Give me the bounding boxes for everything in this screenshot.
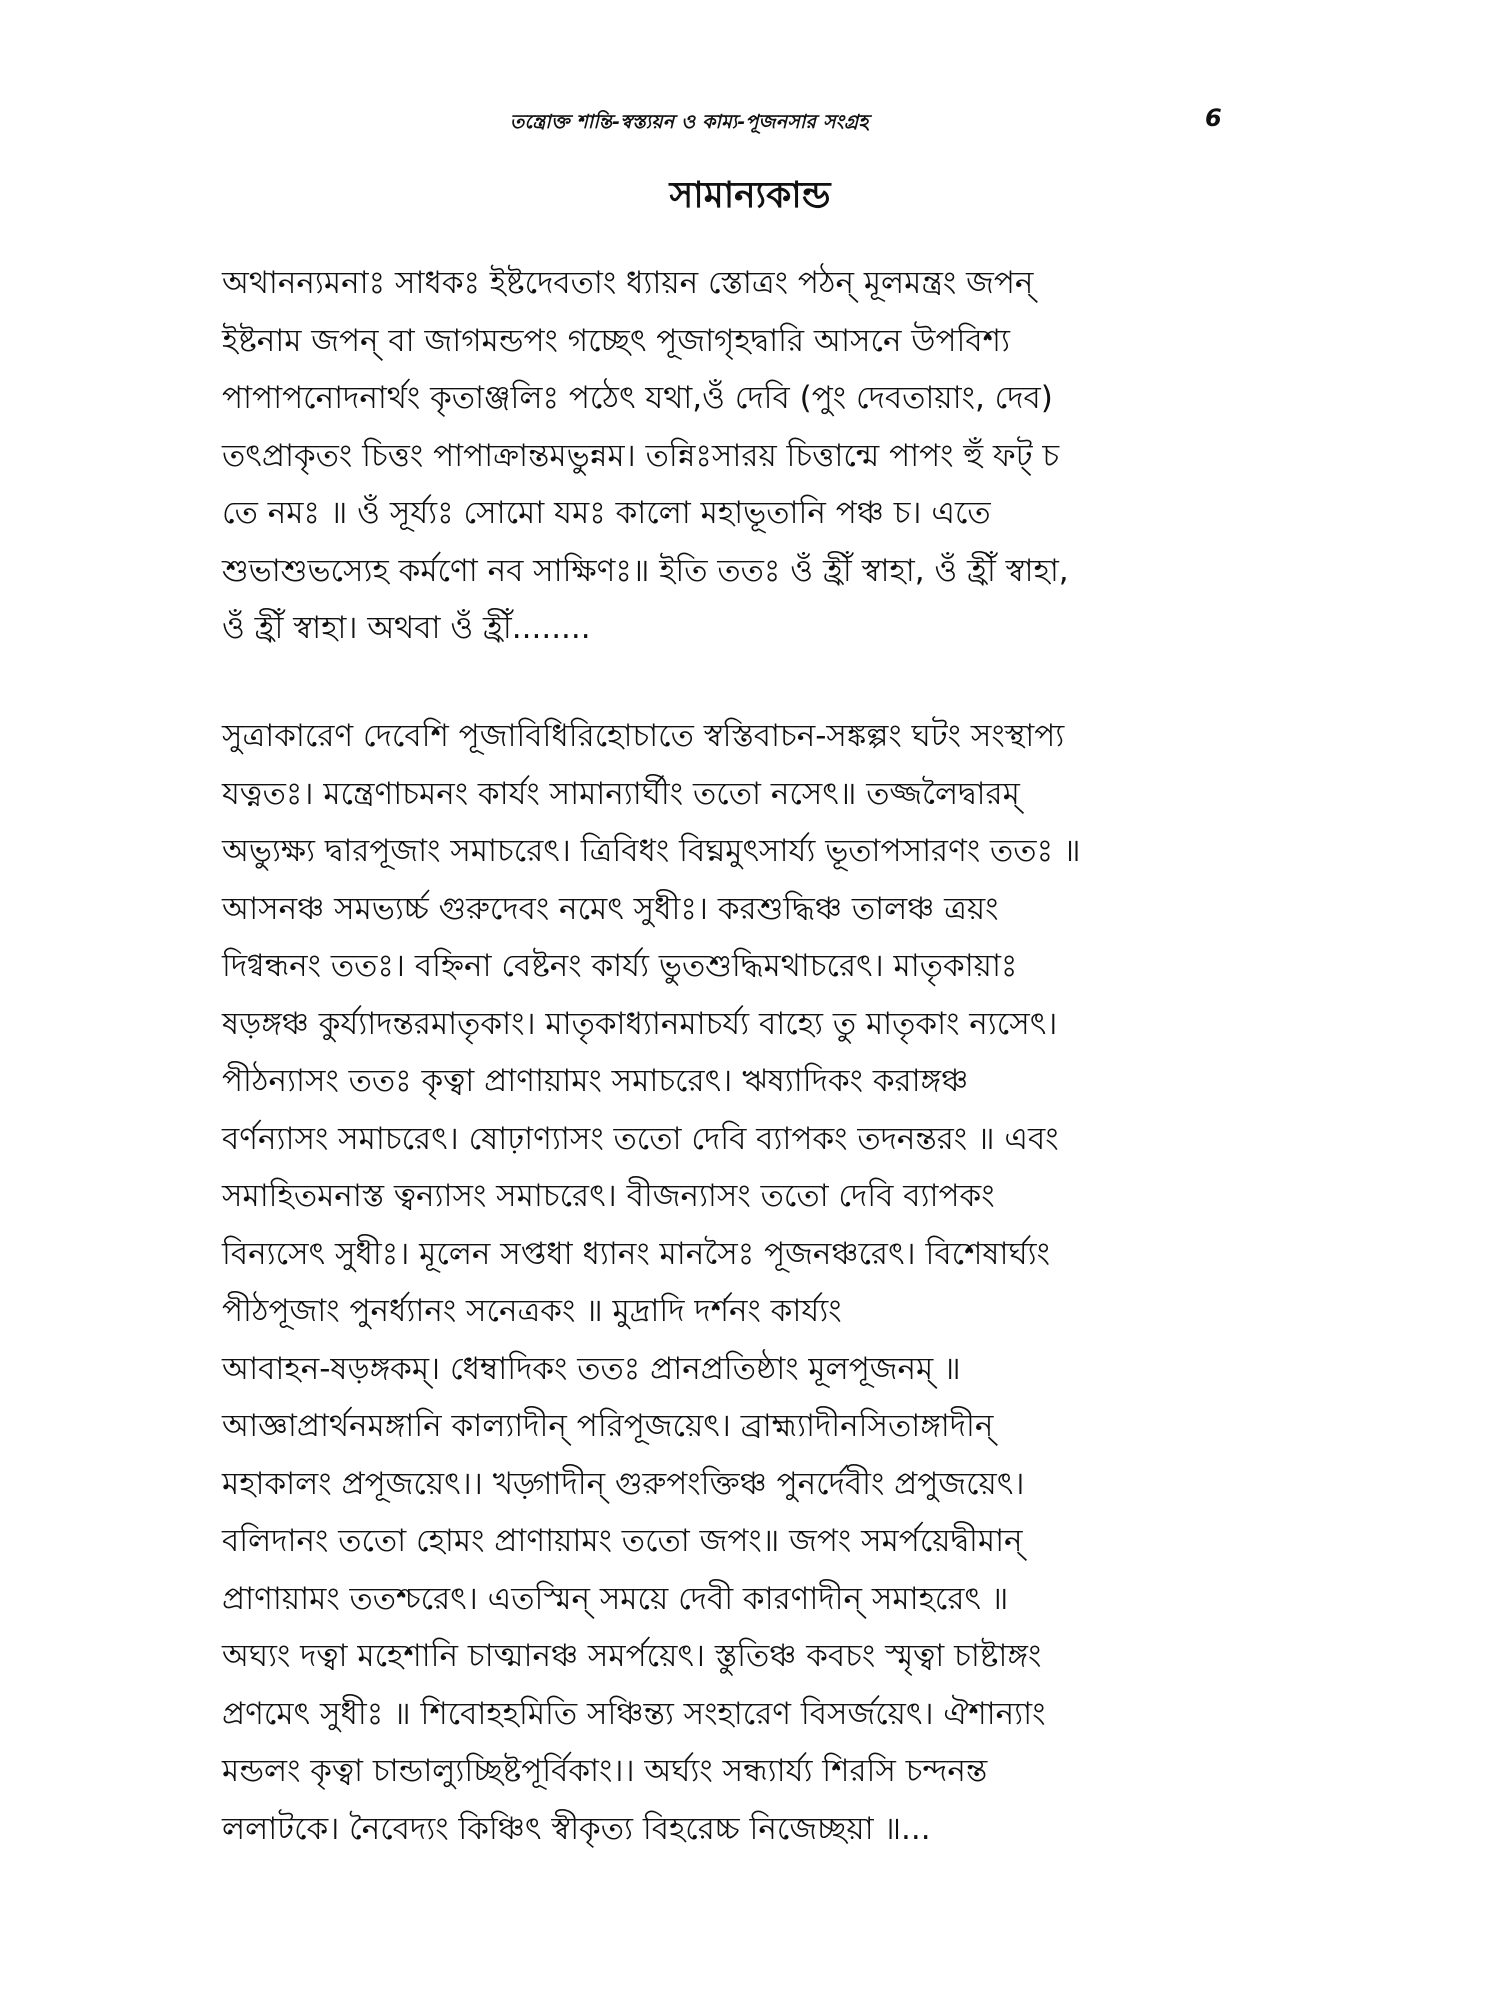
text-line: ইষ্টনাম জপন্ বা জাগমন্ডপং গচ্ছেৎ পূজাগৃহদ্বারি আসনে উপবিশ্য [222, 322, 1010, 359]
text-line: বলিদানং ততো হোমং প্রাণায়ামং ততো জপং॥ জপং সমর্পয়েদ্বীমান্ [222, 1523, 1023, 1559]
text-line: প্রণমেৎ সুধীঃ ॥ শিবোহহমিতি সঞ্চিন্ত্য সংহারেণ বিসর্জয়েৎ। ঐশান্যাং [222, 1695, 1046, 1732]
text-line: মহাকালং প্রপূজয়েৎ।। খড়্গাদীন্ গুরুপংক্তিঞ্চ পুনর্দেবীং প্রপুজয়েৎ। [222, 1465, 1025, 1502]
text-line: ষড়ঙ্গঞ্চ কুর্য্যাদন্তরমাতৃকাং। মাতৃকাধ্যানমাচর্য্য বাহ্যে তু মাতৃকাং ন্যসেৎ। [222, 1005, 1058, 1042]
text-line: আজ্ঞাপ্রার্থনমঙ্গানি কাল্যাদীন্ পরিপূজয়েৎ। ব্রাহ্ম্যাদীনসিতাঙ্গাদীন্ [222, 1408, 994, 1444]
text-line: ওঁ হ্রীঁ স্বাহা। অথবা ওঁ হ্রীঁ........ [222, 610, 591, 646]
text-line: সুত্রাকারেণ দেবেশি পূজাবিধিরিহোচাতে স্বস্তিবাচন-সঙ্কল্পং ঘটং সংস্থাপ্য [222, 718, 1065, 754]
text-line: পীঠপূজাং পুনর্ধ্যানং সনেত্রকং ॥ মুদ্রাদি দর্শনং কার্য্যং [222, 1293, 842, 1329]
text-line: আবাহন-ষড়ঙ্গকম্। ধেম্বাদিকং ততঃ প্রানপ্রতিষ্ঠাং মূলপূজনম্ ॥ [222, 1350, 961, 1387]
text-line: বিন্যসেৎ সুধীঃ। মূলেন সপ্তধা ধ্যানং মানসৈঃ পূজনঞ্চরেৎ। বিশেষার্ঘ্যং [222, 1235, 1050, 1272]
text-line: আসনঞ্চ সমভ্যর্চ্চ গুরুদেবং নমেৎ সুধীঃ। করশুদ্ধিঞ্চ তালঞ্চ ত্রয়ং [222, 890, 999, 927]
text-line: ললাটকে। নৈবেদ্যং কিঞ্চিৎ স্বীকৃত্য বিহরেচ্চ নিজেচ্ছয়া ॥... [222, 1810, 931, 1847]
text-line: পাপাপনোদনার্থং কৃতাঞ্জলিঃ পঠেৎ যথা,ওঁ দেবি (পুং দেবতায়াং, দেব) [222, 380, 1053, 416]
text-line: মন্ডলং কৃত্বা চান্ডাল্যুচ্ছিষ্টপূর্বিকাং।। অর্ঘ্যং সন্ধ্যার্য্য শিরসি চন্দনন্ত [222, 1753, 988, 1789]
paragraph-intro [222, 255, 1278, 658]
text-line: তে নমঃ ॥ ওঁ সূর্য্যঃ সোমো যমঃ কালো মহাভূতানি পঞ্চ চ। এতে [222, 495, 991, 531]
text-line: তৎপ্রাকৃতং চিত্তং পাপাক্রান্তমভুন্নম। তন্নিঃসারয় চিত্তান্মে পাপং হুঁ ফট্ চ [222, 437, 1060, 474]
text-line: অথানন্যমনাঃ সাধকঃ ইষ্টদেবতাং ধ্যায়ন স্তোত্রং পঠন্ মূলমন্ত্রং জপন্ [222, 265, 1034, 301]
text-line: বর্ণন্যাসং সমাচরেৎ। ষোঢ়াণ্যাসং ততো দেবি ব্যাপকং তদনন্তরং ॥ এবং [222, 1120, 1059, 1157]
text-line: সমাহিতমনাস্ত ত্বন্যাসং সমাচরেৎ। বীজন্যাসং ততো দেবি ব্যাপকং [222, 1178, 995, 1214]
page-number: 6 [1205, 104, 1222, 132]
running-title: তন্ত্রোক্ত শান্তি-স্বস্ত্যয়ন ও কাম্য-পূজনসার সংগ্রহ [510, 111, 869, 133]
text-line: অভ্যুক্ষ্য দ্বারপূজাং সমাচরেৎ। ত্রিবিধং বিঘ্নমুৎসার্য্য ভূতাপসারণং ততঃ ॥ [222, 833, 1081, 869]
text-line: পীঠন্যাসং ততঃ কৃত্বা প্রাণায়ামং সমাচরেৎ। ঋষ্যাদিকং করাঙ্গঞ্চ [222, 1063, 969, 1099]
running-header [200, 104, 1300, 148]
section-heading: সামান্যকান্ড [669, 175, 831, 216]
text-line: দিগ্বন্ধনং ততঃ। বহ্নিনা বেষ্টনং কার্য্য ভুতশুদ্ধিমথাচরেৎ। মাতৃকায়াঃ [222, 948, 1018, 984]
text-line: প্রাণায়ামং ততশ্চরেৎ। এতস্মিন্ সময়ে দেবী কারণাদীন্ সমাহরেৎ ॥ [222, 1580, 1009, 1617]
text-line: যত্নতঃ। মন্ত্রেণাচমনং কার্যং সামান্যার্ঘীং ততো নসেৎ॥ তজ্জলৈদ্বারম্ [222, 775, 1020, 812]
paragraph-procedure [222, 708, 1278, 1858]
text-line: শুভাশুভস্যেহ কর্মণো নব সাক্ষিণঃ॥ ইতি ততঃ ওঁ হ্রীঁ স্বাহা, ওঁ হ্রীঁ স্বাহা, [222, 552, 1069, 589]
text-line: অঘ্যং দত্বা মহেশানি চাত্মানঞ্চ সমর্পয়েৎ। স্তুতিঞ্চ কবচং স্মৃত্বা চাষ্টাঙ্গং [222, 1638, 1042, 1674]
